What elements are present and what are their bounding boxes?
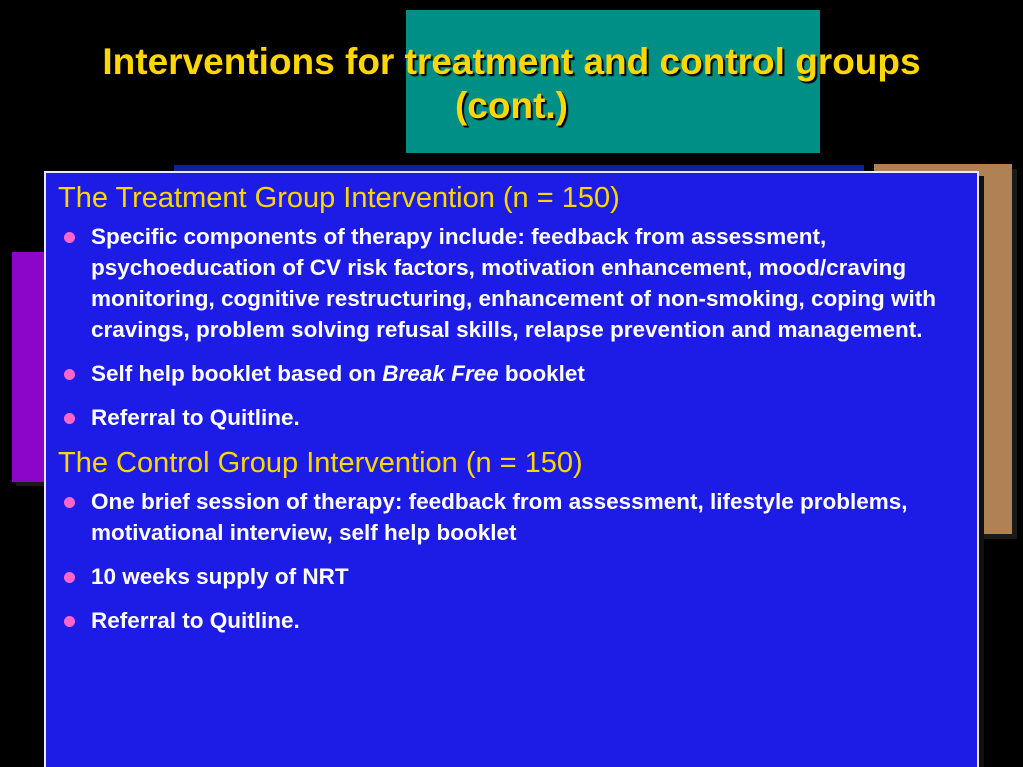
- treatment-bullet-quitline-referral: [58, 402, 965, 433]
- control-bullet-list: [58, 486, 965, 636]
- bullet-text-suffix: booklet: [498, 361, 585, 386]
- slide-title-line-1: Interventions for treatment and control groups: [102, 41, 921, 82]
- control-bullet-quitline-referral: [58, 605, 965, 636]
- bullet-text: Specific components of therapy include: feedback from assessment, psychoeducation of CV risk factors, motivation enhancement, mood/craving monitoring, cognitive restructuring, enhancement of non-smoking, coping with cravings, problem solving refusal skills, relapse prevention and management.: [91, 224, 937, 342]
- bullet-text: Referral to Quitline.: [91, 608, 300, 633]
- content-panel: [44, 171, 979, 767]
- control-heading: The Control Group Intervention (n = 150): [58, 447, 583, 479]
- bullet-text: Referral to Quitline.: [91, 405, 300, 430]
- bullet-text: 10 weeks supply of NRT: [91, 564, 349, 589]
- bullet-dot-icon: [64, 232, 75, 243]
- bullet-dot-icon: [64, 616, 75, 627]
- bullet-text: Self help booklet based on: [91, 361, 383, 386]
- control-bullet-brief-session: [58, 486, 965, 548]
- treatment-heading: The Treatment Group Intervention (n = 150): [58, 182, 620, 214]
- slide-title-line-2: (cont.): [454, 85, 569, 126]
- treatment-bullet-list: [58, 221, 965, 433]
- bullet-dot-icon: [64, 413, 75, 424]
- control-bullet-nrt-supply: [58, 561, 965, 592]
- treatment-bullet-self-help-booklet: [58, 358, 965, 389]
- bullet-dot-icon: [64, 369, 75, 380]
- bullet-dot-icon: [64, 497, 75, 508]
- bullet-dot-icon: [64, 572, 75, 583]
- slide-title: [0, 40, 1023, 128]
- bullet-text: One brief session of therapy: feedback from assessment, lifestyle problems, motivational interview, self help booklet: [91, 489, 908, 545]
- treatment-bullet-therapy-components: [58, 221, 965, 345]
- booklet-title: Break Free: [382, 361, 499, 386]
